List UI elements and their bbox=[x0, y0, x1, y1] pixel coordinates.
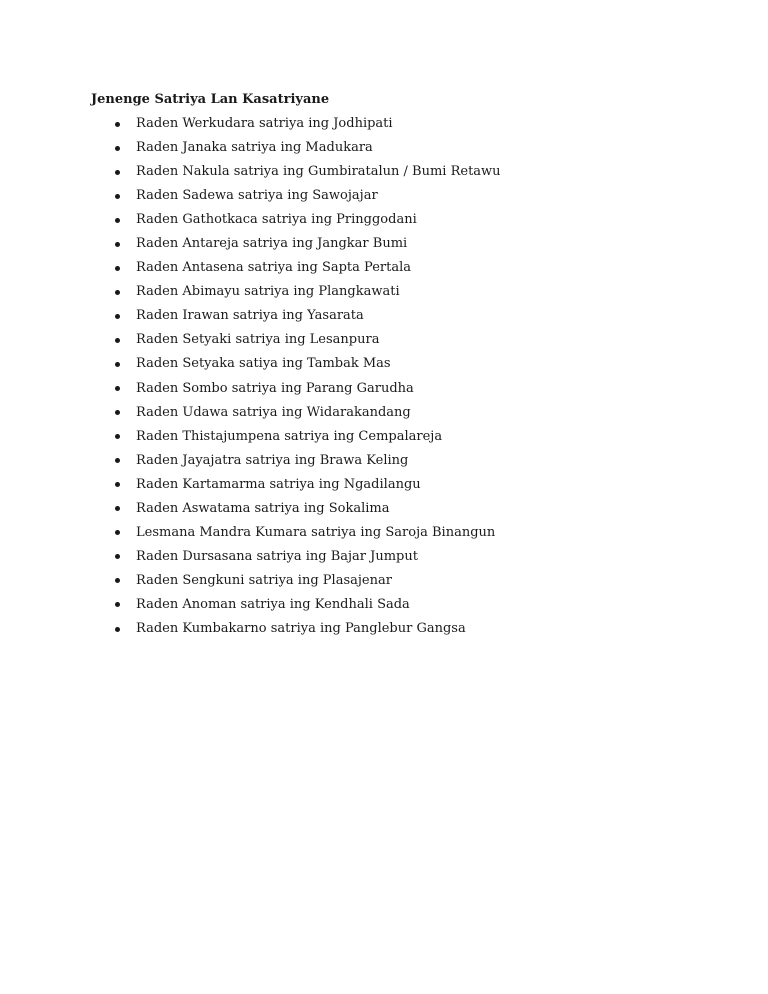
bullet-icon bbox=[115, 338, 120, 343]
list-item bbox=[110, 593, 501, 617]
bullet-icon bbox=[115, 482, 120, 487]
list-item-text: Raden Werkudara satriya ing Jodhipati bbox=[136, 116, 393, 132]
list-item bbox=[110, 328, 501, 352]
list-item-text: Raden Udawa satriya ing Widarakandang bbox=[136, 404, 411, 420]
bullet-icon bbox=[115, 410, 120, 415]
bullet-icon bbox=[115, 290, 120, 295]
bullet-icon bbox=[115, 122, 120, 127]
list-item bbox=[110, 136, 501, 160]
bullet-icon bbox=[115, 194, 120, 199]
document-title: Jenenge Satriya Lan Kasatriyane bbox=[91, 92, 330, 107]
bullet-icon bbox=[115, 170, 120, 175]
list-item bbox=[110, 352, 501, 376]
list-item-text: Raden Gathotkaca satriya ing Pringgodani bbox=[136, 212, 417, 228]
list-item bbox=[110, 304, 501, 328]
bullet-icon bbox=[115, 434, 120, 439]
list-item bbox=[110, 232, 501, 256]
list-item bbox=[110, 401, 501, 425]
list-item bbox=[110, 521, 501, 545]
list-item bbox=[110, 449, 501, 473]
list-item-text: Raden Sadewa satriya ing Sawojajar bbox=[136, 188, 378, 204]
list-item-text: Raden Anoman satriya ing Kendhali Sada bbox=[136, 596, 410, 612]
list-item-text: Raden Antareja satriya ing Jangkar Bumi bbox=[136, 236, 408, 252]
list-item bbox=[110, 160, 501, 184]
bullet-icon bbox=[115, 242, 120, 247]
satriya-list bbox=[110, 112, 501, 641]
list-item-text: Raden Abimayu satriya ing Plangkawati bbox=[136, 284, 400, 300]
list-item bbox=[110, 377, 501, 401]
list-item-text: Raden Thistajumpena satriya ing Cempalareja bbox=[136, 428, 443, 444]
bullet-icon bbox=[115, 578, 120, 583]
list-item-text: Raden Antasena satriya ing Sapta Pertala bbox=[136, 260, 411, 276]
list-item bbox=[110, 569, 501, 593]
list-item bbox=[110, 473, 501, 497]
list-item-text: Raden Dursasana satriya ing Bajar Jumput bbox=[136, 548, 418, 564]
list-item bbox=[110, 497, 501, 521]
bullet-icon bbox=[115, 314, 120, 319]
list-item bbox=[110, 617, 501, 641]
bullet-icon bbox=[115, 146, 120, 151]
list-item-text: Lesmana Mandra Kumara satriya ing Saroja Binangun bbox=[136, 524, 496, 540]
list-item bbox=[110, 545, 501, 569]
list-item-text: Raden Irawan satriya ing Yasarata bbox=[136, 308, 364, 324]
bullet-icon bbox=[115, 218, 120, 223]
list-item-text: Raden Sengkuni satriya ing Plasajenar bbox=[136, 572, 392, 588]
list-item bbox=[110, 425, 501, 449]
list-item-text: Raden Jayajatra satriya ing Brawa Keling bbox=[136, 452, 409, 468]
list-item bbox=[110, 184, 501, 208]
list-item bbox=[110, 208, 501, 232]
bullet-icon bbox=[115, 602, 120, 607]
list-item-text: Raden Setyaki satriya ing Lesanpura bbox=[136, 332, 380, 348]
bullet-icon bbox=[115, 554, 120, 559]
bullet-icon bbox=[115, 386, 120, 391]
list-item-text: Raden Kumbakarno satriya ing Panglebur Gangsa bbox=[136, 621, 466, 636]
list-item-text: Raden Sombo satriya ing Parang Garudha bbox=[136, 380, 414, 396]
list-item-text: Raden Kartamarma satriya ing Ngadilangu bbox=[136, 476, 421, 492]
bullet-icon bbox=[115, 627, 120, 632]
list-item bbox=[110, 112, 501, 136]
bullet-icon bbox=[115, 506, 120, 511]
list-item-text: Raden Setyaka satiya ing Tambak Mas bbox=[136, 356, 391, 372]
list-item-text: Raden Aswatama satriya ing Sokalima bbox=[136, 500, 390, 516]
list-item-text: Raden Nakula satriya ing Gumbiratalun / Bumi Retawu bbox=[136, 164, 501, 180]
bullet-icon bbox=[115, 362, 120, 367]
list-item-text: Raden Janaka satriya ing Madukara bbox=[136, 140, 373, 156]
list-item bbox=[110, 256, 501, 280]
bullet-icon bbox=[115, 266, 120, 271]
bullet-icon bbox=[115, 530, 120, 535]
bullet-icon bbox=[115, 458, 120, 463]
list-item bbox=[110, 280, 501, 304]
